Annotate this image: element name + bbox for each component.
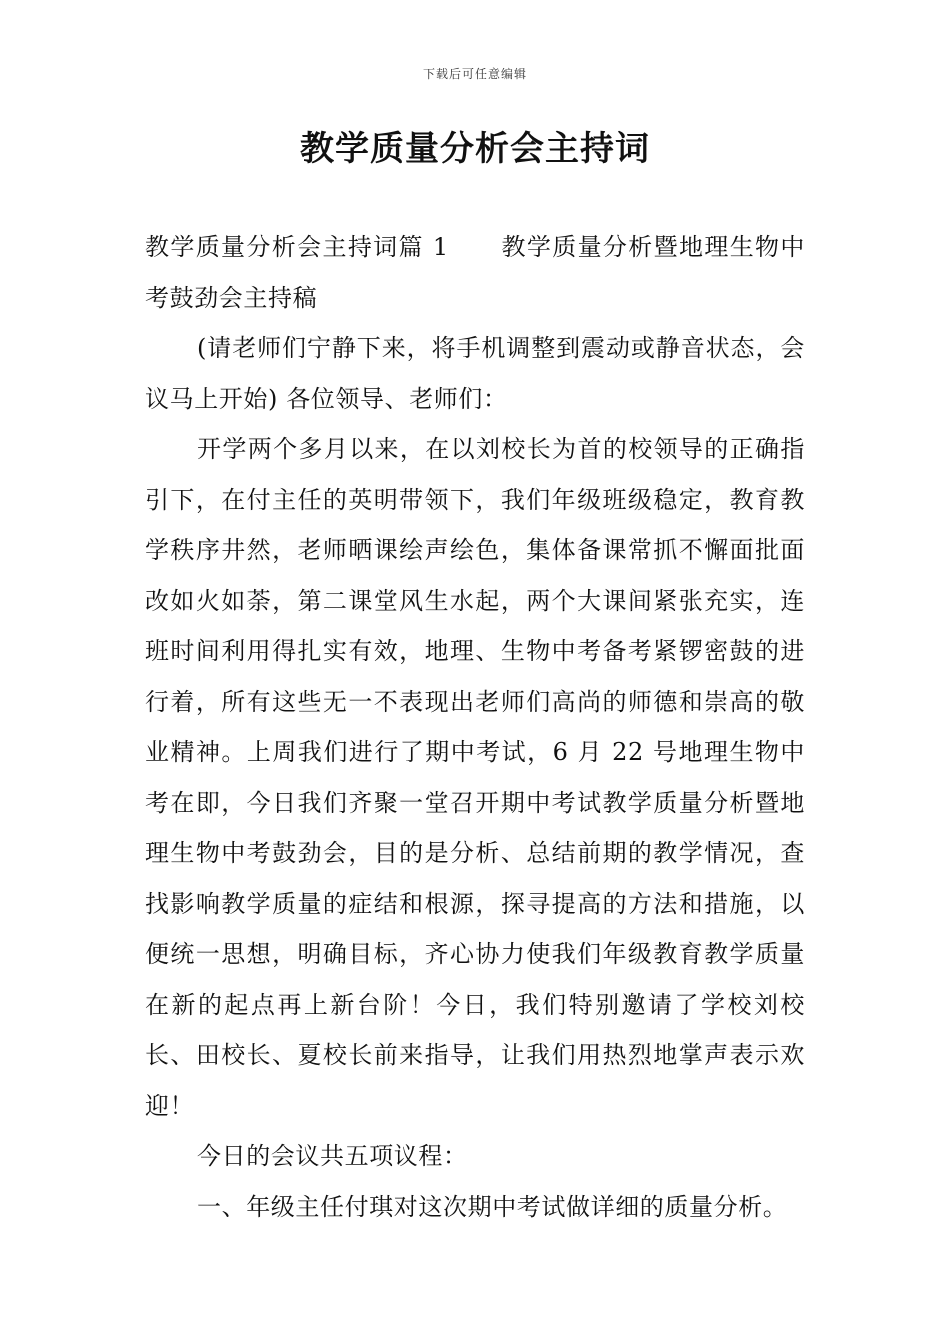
paragraph-agenda-item-1: 一、年级主任付琪对这次期中考试做详细的质量分析。 <box>197 1192 788 1221</box>
paragraph-introduction: 开学两个多月以来，在以刘校长为首的校领导的正确指引下，在付主任的英明带领下，我们年级班级稳定，教育教学秩序井然，老师晒课绘声绘色，集体备课常抓不懈面批面改如火如荼，第二课堂风生水起，两个大课间紧张充实，连班时间利用得扎实有效，地理、生物中考备考紧锣密鼓的进行着，所有这些无一不表现出老师们高尚的师德和崇高的敬业精神。上周我们进行了期中考试，6 月 22 号地理生物中考在即，今日我们齐聚一堂召开期中考试教学质量分析暨地理生物中考鼓劲会，目的是分析、总结前期的教学情况，查找影响教学质量的症结和根源，探寻提高的方法和措施，以便统一思想，明确目标，齐心协力使我们年级教育教学质量在新的起点再上新台阶！今日，我们特别邀请了学校刘校长、田校长、夏校长前来指导，让我们用热烈地掌声表示欢迎！ <box>145 435 805 1120</box>
header-note: 下载后可任意编辑 <box>422 67 527 81</box>
section-heading-part1: 教学质量分析会主持词篇 1 <box>145 233 449 261</box>
section-heading <box>145 222 805 323</box>
paragraph-agenda-intro: 今日的会议共五项议程： <box>197 1142 468 1170</box>
document-body <box>145 222 805 1232</box>
section-heading-part2: 教学质量分析暨地理生物中考鼓劲会主持稿 <box>145 233 805 312</box>
document-title: 教学质量分析会主持词 <box>300 129 650 169</box>
paragraph-opening: (请老师们宁静下来，将手机调整到震动或静音状态，会议马上开始) 各位领导、老师们： <box>145 334 805 413</box>
